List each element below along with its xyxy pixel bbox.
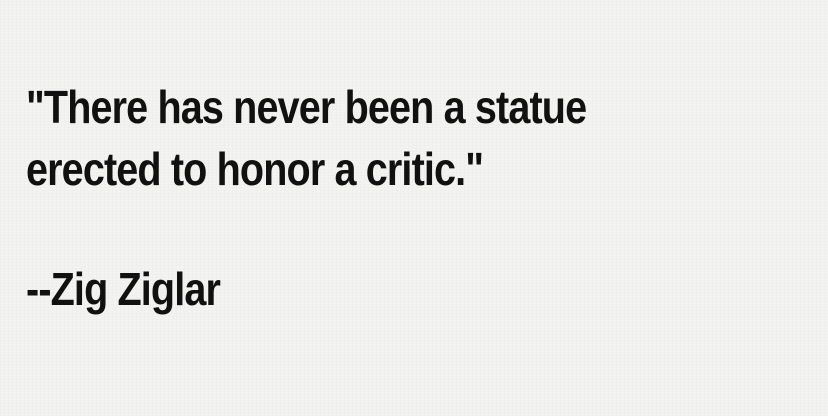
- quote-line-1: "There has never been a statue: [26, 81, 587, 133]
- quote-text: [26, 76, 705, 200]
- quote-attribution: --Zig Ziglar: [26, 263, 221, 315]
- quote-line-2: erected to honor a critic.": [26, 143, 484, 195]
